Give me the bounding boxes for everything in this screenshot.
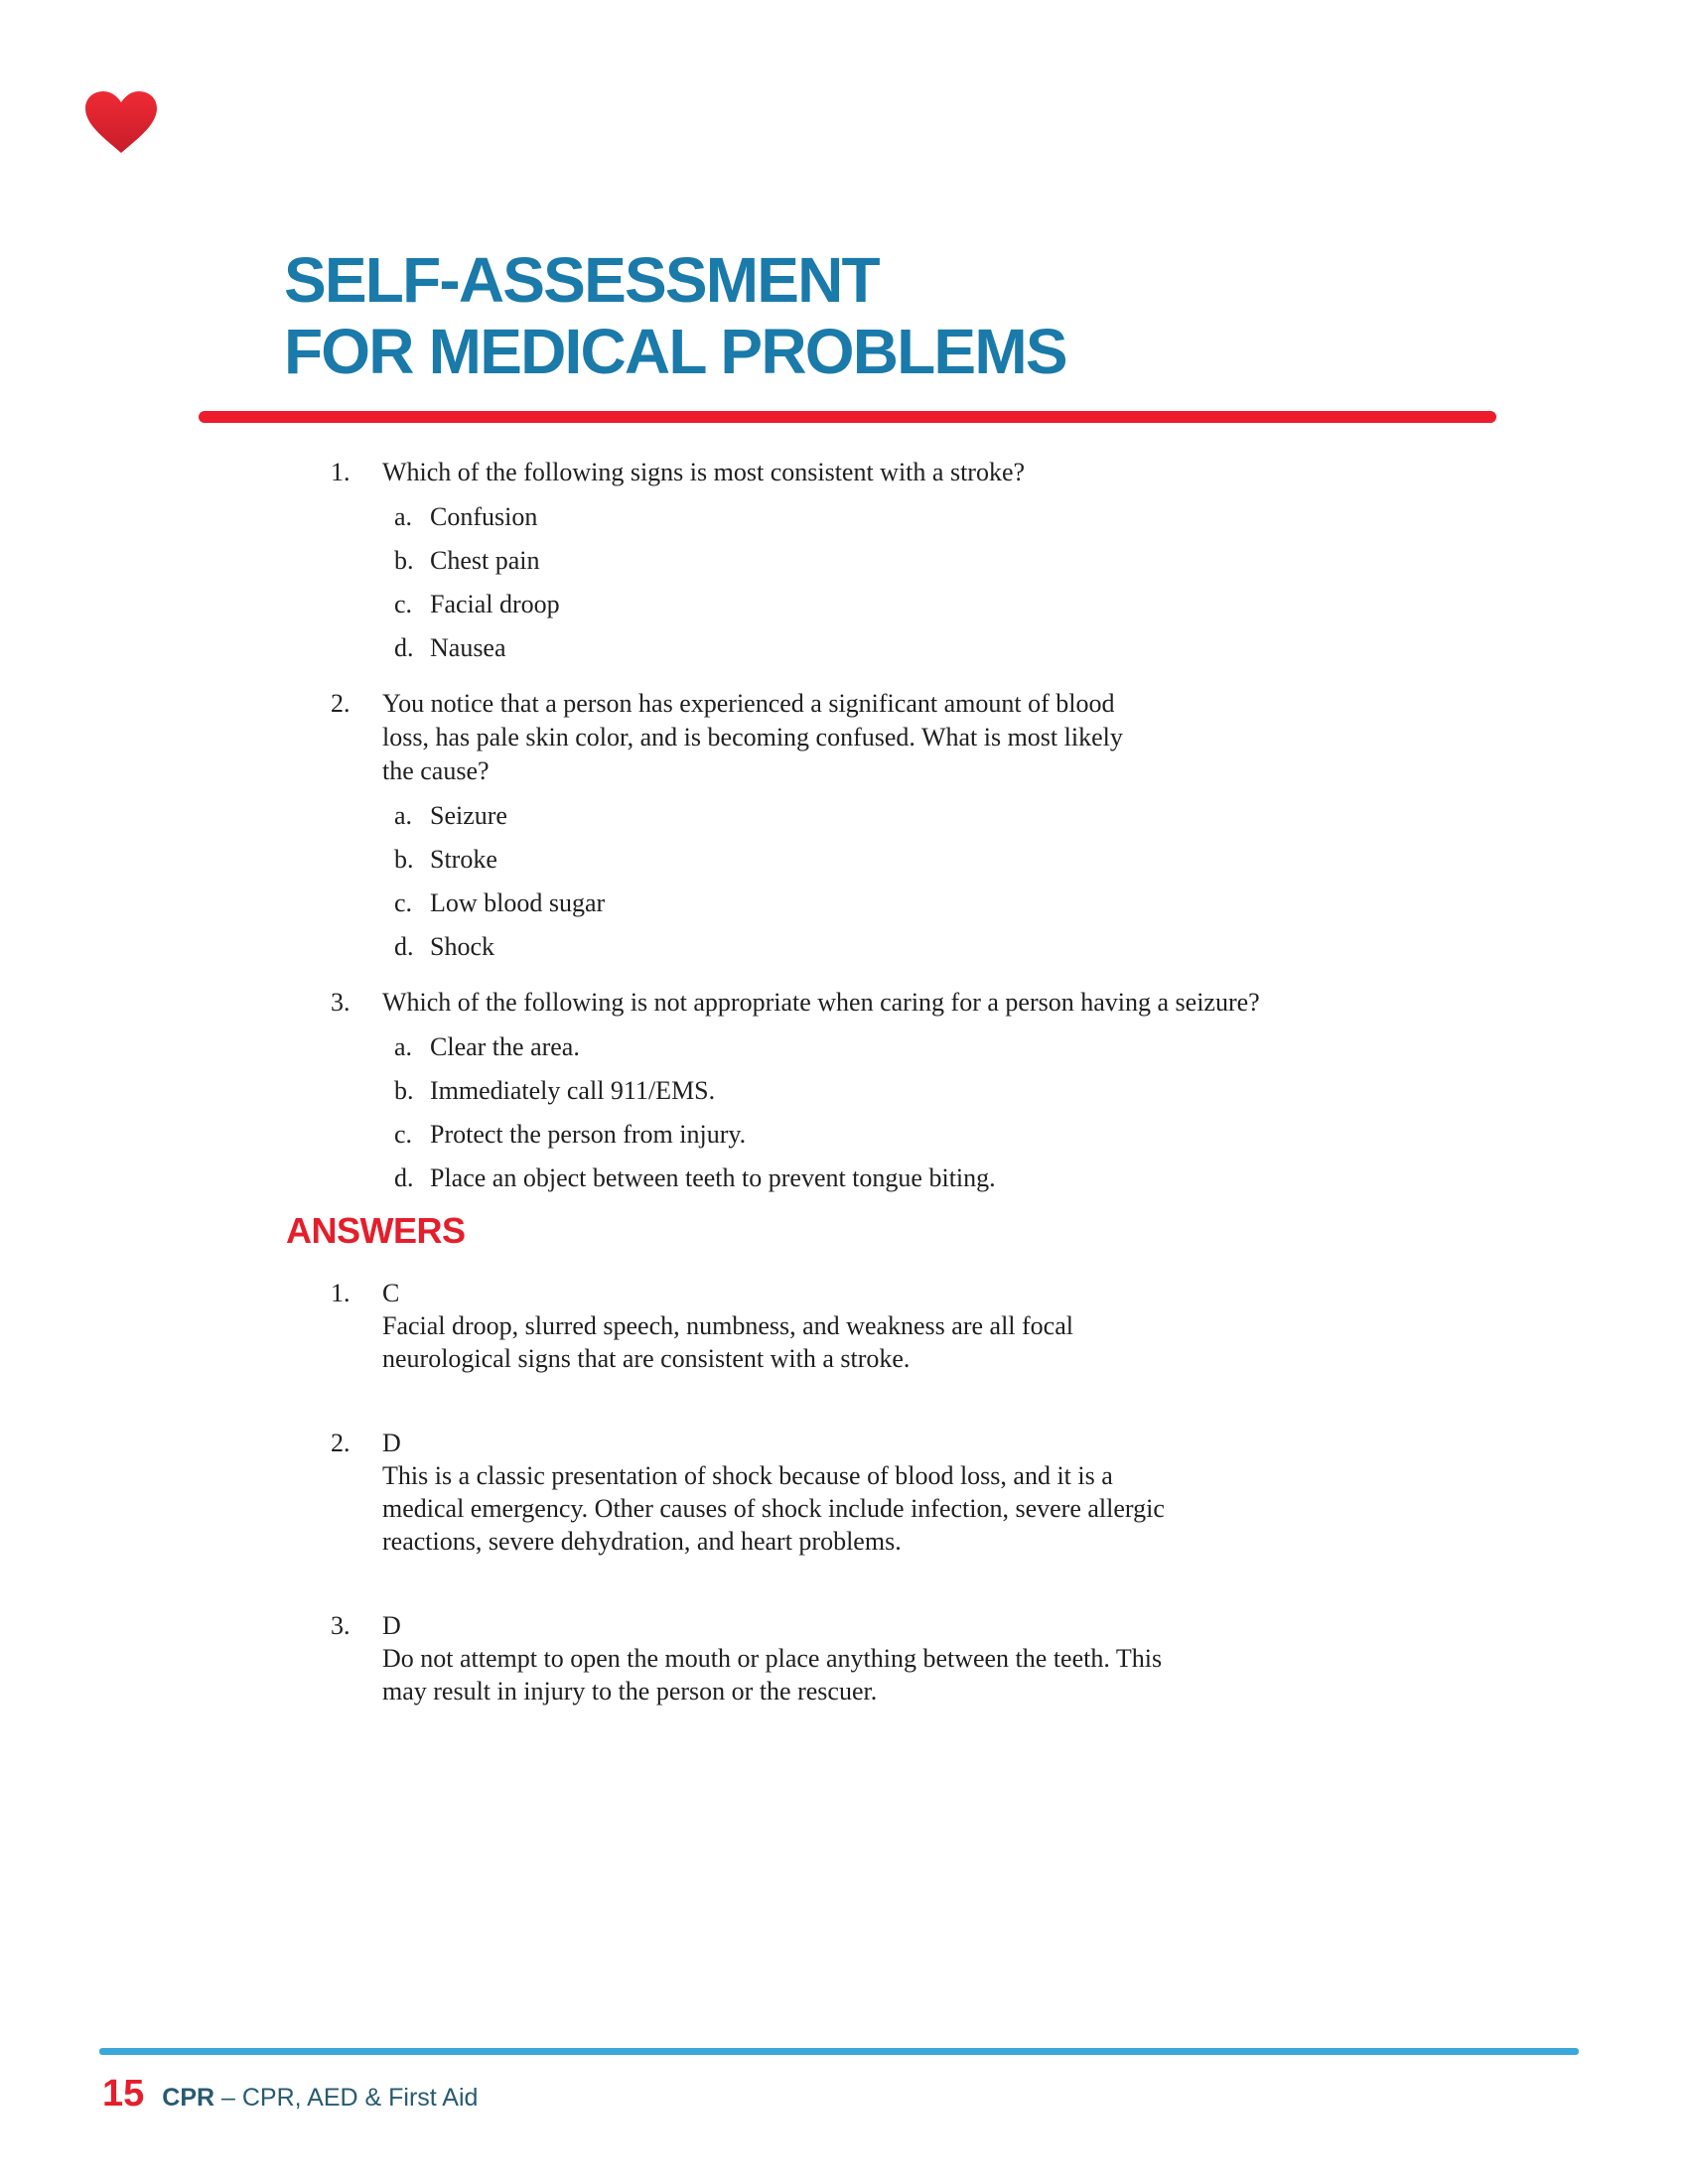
option-letter: c.: [394, 590, 413, 618]
option-text: Place an object between teeth to prevent tongue biting.: [430, 1163, 996, 1192]
question-number: 2.: [331, 689, 351, 718]
answer-1: [331, 1277, 1167, 1375]
option: [382, 1157, 1524, 1200]
title-line-1: SELF-ASSESSMENT: [284, 244, 879, 316]
option-letter: d.: [394, 932, 414, 961]
option: [382, 1069, 1524, 1113]
answer-number: 2.: [331, 1429, 351, 1457]
option-text: Stroke: [430, 845, 497, 874]
heart-icon: [85, 91, 157, 153]
option-text: Nausea: [430, 633, 506, 662]
option-text: Low blood sugar: [430, 888, 606, 917]
footer-subtitle: – CPR, AED & First Aid: [214, 2084, 479, 2112]
question-text: Which of the following is not appropriate when caring for a person having a seizure?: [382, 988, 1260, 1017]
option: [382, 539, 1524, 583]
question-text: You notice that a person has experienced a significant amount of blood loss, has pale skin color, and is becoming confused. What is most likely the cause?: [382, 689, 1123, 785]
option-letter: d.: [394, 633, 414, 662]
option-text: Facial droop: [430, 590, 560, 618]
option: [382, 1025, 1524, 1069]
answer-2: [331, 1427, 1177, 1558]
option-text: Immediately call 911/EMS.: [430, 1076, 716, 1105]
option-letter: a.: [394, 1032, 413, 1061]
answer-letter: D: [382, 1611, 401, 1640]
option: [382, 925, 1196, 969]
option-letter: c.: [394, 888, 413, 917]
option-text: Clear the area.: [430, 1032, 580, 1061]
option-text: Protect the person from injury.: [430, 1120, 747, 1149]
footer-divider: [99, 2048, 1579, 2055]
page-number: 15: [102, 2073, 145, 2115]
option-letter: c.: [394, 1120, 413, 1149]
answer-list: [331, 1277, 1473, 1759]
answers-heading: ANSWERS: [286, 1210, 466, 1251]
answer-letter: C: [382, 1279, 400, 1307]
answer-explanation: Facial droop, slurred speech, numbness, and weakness are all focal neurological signs that are consistent with a stroke.: [382, 1311, 1073, 1373]
option: [382, 1113, 1524, 1157]
option: [382, 838, 1196, 882]
question-number: 3.: [331, 988, 351, 1017]
answer-letter: D: [382, 1429, 401, 1457]
option-letter: b.: [394, 1076, 414, 1105]
option: [382, 882, 1196, 925]
option-letter: a.: [394, 801, 413, 830]
option: [382, 794, 1196, 838]
option-text: Chest pain: [430, 546, 540, 575]
option-letter: b.: [394, 845, 414, 874]
page-footer: [102, 2073, 478, 2116]
option-letter: a.: [394, 502, 413, 531]
question-text: Which of the following signs is most consistent with a stroke?: [382, 458, 1026, 486]
option-text: Shock: [430, 932, 494, 961]
question-1: [331, 456, 1473, 670]
answer-3: [331, 1609, 1177, 1707]
option: [382, 583, 1524, 626]
option: [382, 495, 1524, 539]
option-text: Confusion: [430, 502, 538, 531]
footer-brand: CPR: [162, 2084, 215, 2112]
question-2: [331, 687, 1473, 969]
option: [382, 626, 1524, 670]
answer-number: 3.: [331, 1611, 351, 1640]
option-letter: b.: [394, 546, 414, 575]
title-line-2: FOR MEDICAL PROBLEMS: [284, 316, 1066, 387]
answer-number: 1.: [331, 1279, 351, 1307]
option-letter: d.: [394, 1163, 414, 1192]
question-number: 1.: [331, 458, 351, 486]
page-title: [284, 244, 1066, 387]
option-text: Seizure: [430, 801, 507, 830]
answer-explanation: This is a classic presentation of shock because of blood loss, and it is a medical emergency. Other causes of shock include infection, severe allergic reactions, severe dehydration, and heart problems.: [382, 1461, 1165, 1556]
question-list: [331, 456, 1473, 1217]
title-divider: [199, 411, 1496, 423]
answer-explanation: Do not attempt to open the mouth or place anything between the teeth. This may result in injury to the person or the rescuer.: [382, 1644, 1163, 1706]
question-3: [331, 986, 1473, 1200]
